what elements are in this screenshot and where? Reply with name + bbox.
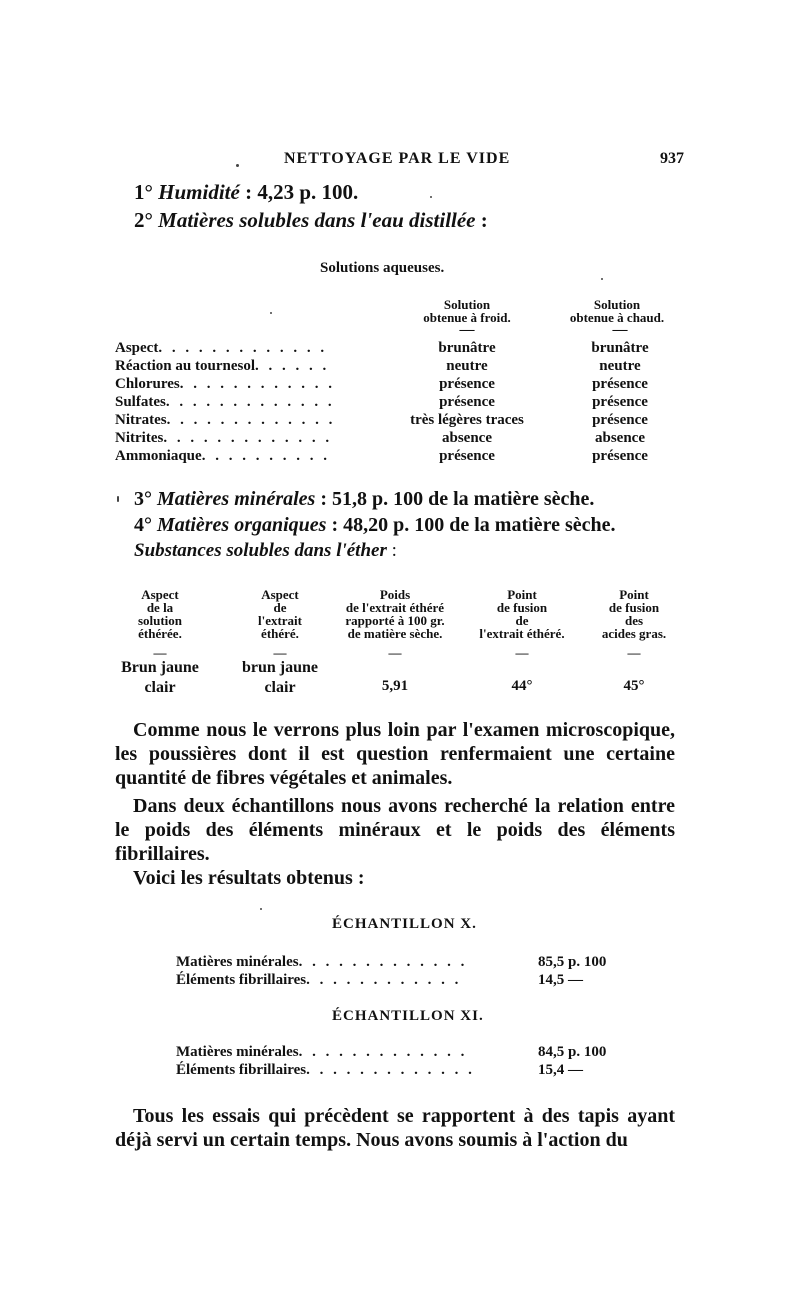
- ether-dash: —: [153, 645, 167, 660]
- sample-row: Éléments fibrillaires. . . . . . . . . . . . .: [176, 1062, 475, 1078]
- solution-cell: brunâtre: [591, 340, 649, 356]
- sample-row: Matières minérales. . . . . . . . . . . . .: [176, 1044, 468, 1060]
- solution-cell: brunâtre: [438, 340, 496, 356]
- ether-dash: —: [388, 645, 402, 660]
- paragraph: Dans deux échantillons nous avons recherché la relation entre le poids des éléments minéraux et le poids des éléments fibrillaires.: [115, 795, 675, 865]
- sample-x-title: ÉCHANTILLON X.: [332, 916, 477, 932]
- col-chaud-header: Solution obtenue à chaud.: [569, 297, 665, 325]
- sample-row: Éléments fibrillaires. . . . . . . . . . . .: [176, 972, 462, 988]
- solution-cell: neutre: [599, 358, 641, 374]
- solution-cell: neutre: [446, 358, 488, 374]
- item-matieres-minerales: 3° Matières minérales : 51,8 p. 100 de la matière sèche.: [134, 488, 595, 510]
- col-froid-header: Solution obtenue à froid.: [423, 297, 511, 325]
- solution-cell: très légères traces: [410, 412, 524, 428]
- ether-value-aspect-solution: Brun jaune clair: [121, 659, 199, 696]
- solution-cell: présence: [592, 412, 648, 428]
- solution-cell: présence: [592, 376, 648, 392]
- ether-dash: —: [273, 645, 287, 660]
- scan-speck: [430, 196, 432, 198]
- solution-cell: présence: [439, 448, 495, 464]
- running-title: NETTOYAGE PAR LE VIDE: [284, 150, 511, 167]
- ether-value-poids: 5,91: [381, 678, 409, 694]
- ether-col2-header: Aspect de l'extrait éthéré.: [257, 587, 303, 641]
- paragraph: Voici les résultats obtenus :: [133, 867, 365, 889]
- sample-value: 15,4 —: [538, 1062, 583, 1078]
- solution-row: Ammoniaque. . . . . . . . . .: [115, 448, 330, 464]
- solution-row: Chlorures. . . . . . . . . . . .: [115, 376, 335, 392]
- ether-col3-header: Poids de l'extrait éthéré rapporté à 100 gr. de matière sèche.: [345, 587, 445, 641]
- solution-row: Aspect. . . . . . . . . . . . .: [115, 340, 328, 356]
- solution-row: Sulfates. . . . . . . . . . . . .: [115, 394, 335, 410]
- sample-value: 84,5 p. 100: [538, 1044, 607, 1060]
- scan-speck: [260, 908, 262, 910]
- scan-speck: [270, 312, 272, 314]
- solution-row: Nitrites. . . . . . . . . . . . .: [115, 430, 333, 446]
- item-matieres-solubles: 2° Matières solubles dans l'eau distillée :: [134, 208, 488, 232]
- solution-row: Nitrates. . . . . . . . . . . . .: [115, 412, 336, 428]
- item-matieres-organiques: 4° Matières organiques : 48,20 p. 100 de la matière sèche.: [134, 514, 616, 536]
- paragraph: Comme nous le verrons plus loin par l'examen microscopique, les poussières dont il est question renfermaient une certaine quantité de fibres végétales et animales.: [115, 719, 675, 789]
- paragraph: Tous les essais qui précèdent se rapportent à des tapis ayant déjà servi un certain temps. Nous avons soumis à l'action du: [115, 1105, 675, 1151]
- solution-cell: présence: [439, 394, 495, 410]
- solution-cell: absence: [442, 430, 492, 446]
- item-humidite: 1° Humidité : 4,23 p. 100.: [134, 180, 359, 204]
- ether-dash: —: [515, 645, 529, 660]
- col-chaud-dash: —: [612, 322, 628, 338]
- solution-cell: présence: [592, 394, 648, 410]
- ether-value-fusion-extrait: 44°: [511, 678, 533, 694]
- ether-value-fusion-acides: 45°: [623, 678, 645, 694]
- ether-dash: —: [627, 645, 641, 660]
- scan-speck: [117, 496, 119, 502]
- solution-cell: absence: [595, 430, 645, 446]
- sample-xi-title: ÉCHANTILLON XI.: [332, 1008, 484, 1024]
- solution-cell: présence: [592, 448, 648, 464]
- scan-speck: [236, 164, 239, 167]
- col-froid-dash: —: [459, 322, 475, 338]
- solution-cell: présence: [439, 376, 495, 392]
- ether-col1-header: Aspect de la solution éthérée.: [137, 587, 183, 641]
- sample-row: Matières minérales. . . . . . . . . . . . .: [176, 954, 468, 970]
- scan-speck: [601, 278, 603, 280]
- solution-row: Réaction au tournesol. . . . . .: [115, 358, 330, 374]
- sample-value: 14,5 —: [538, 972, 583, 988]
- ether-heading: Substances solubles dans l'éther :: [134, 540, 397, 561]
- ether-col4-header: Point de fusion de l'extrait éthéré.: [479, 587, 565, 641]
- solutions-title: Solutions aqueuses.: [320, 260, 445, 276]
- sample-value: 85,5 p. 100: [538, 954, 607, 970]
- page-number: 937: [660, 150, 684, 167]
- ether-col5-header: Point de fusion des acides gras.: [601, 587, 667, 641]
- ether-value-aspect-extrait: brun jaune clair: [241, 659, 319, 696]
